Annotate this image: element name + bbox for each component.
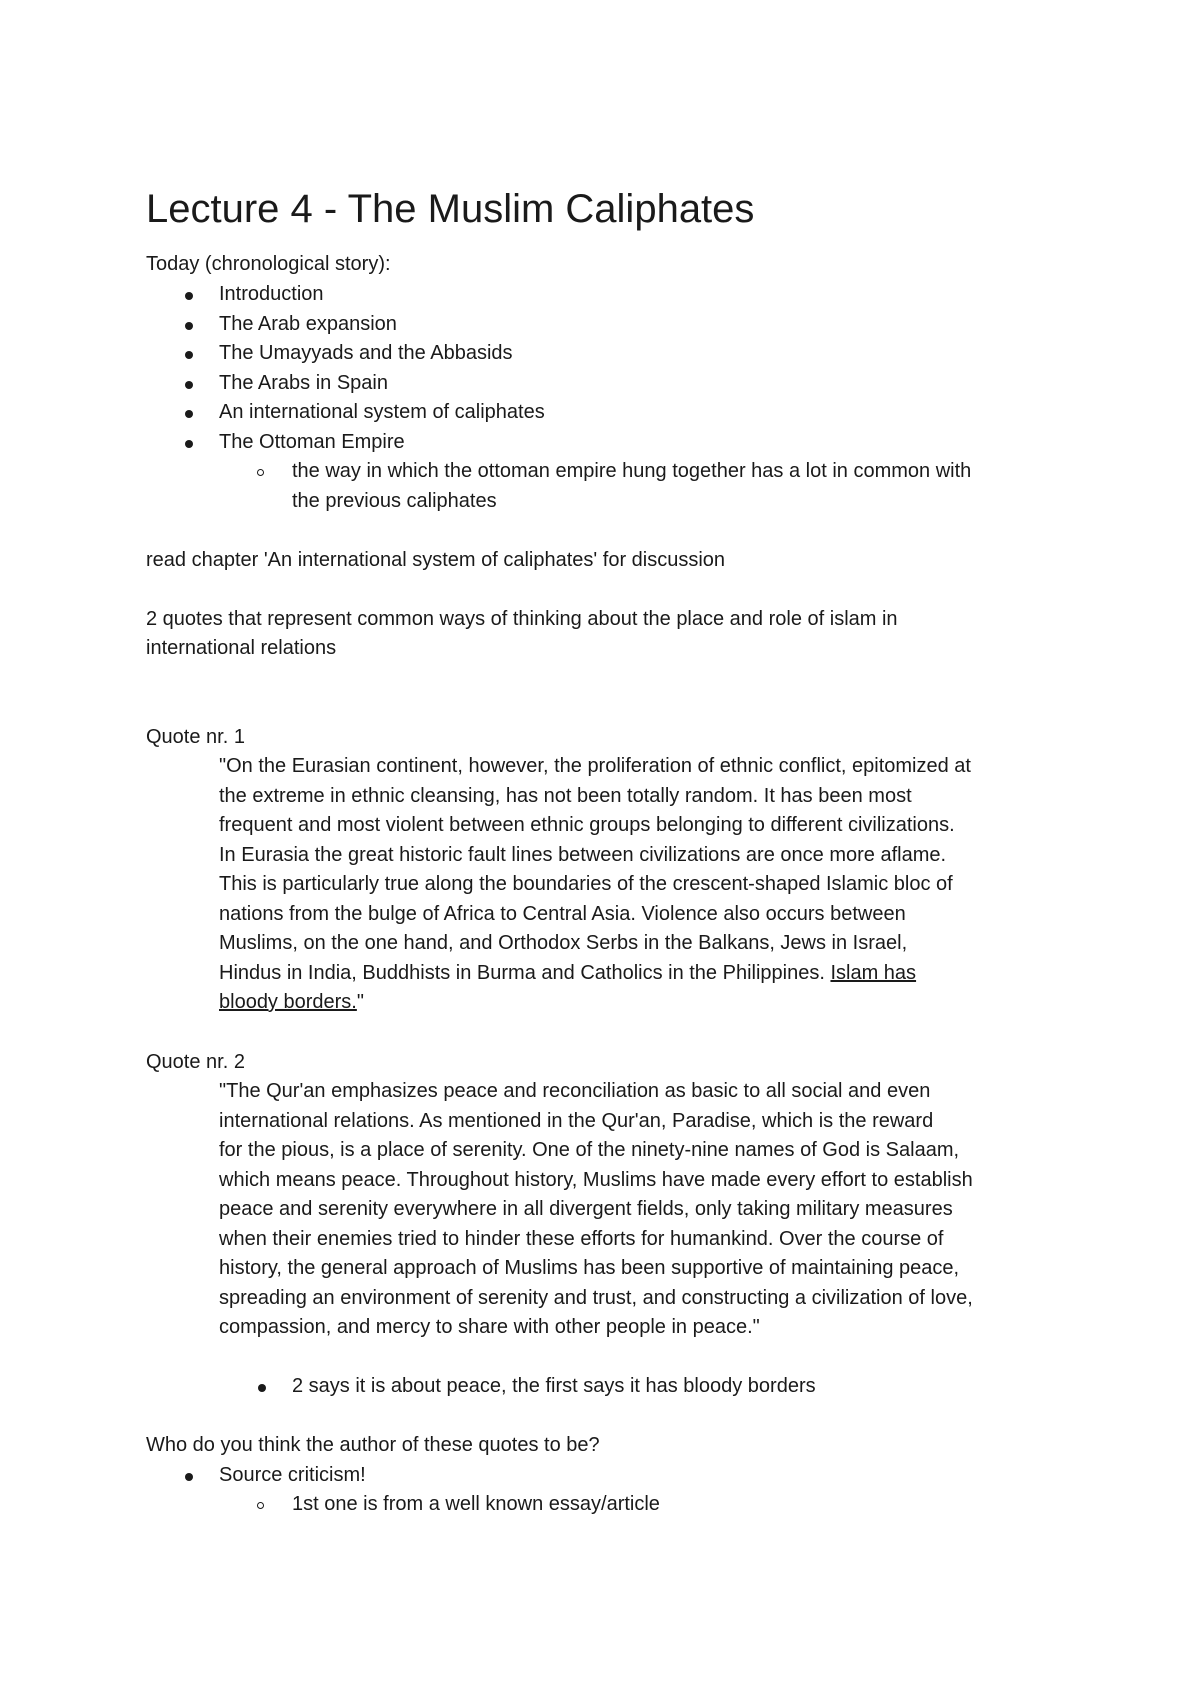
list-item: Source criticism! [219, 1464, 366, 1486]
bullet-icon [185, 351, 193, 359]
list-item: Introduction [219, 283, 324, 305]
quote-1-heading: Quote nr. 1 [146, 726, 245, 748]
sub-list-item: the way in which the ottoman empire hung together has a lot in common with [292, 460, 972, 482]
bullet-icon [258, 1384, 266, 1392]
list-item: An international system of caliphates [219, 401, 545, 423]
quote-line: peace and serenity everywhere in all divergent fields, only taking military measures [219, 1198, 953, 1220]
bullet-icon [185, 410, 193, 418]
quote-line: "The Qur'an emphasizes peace and reconciliation as basic to all social and even [219, 1080, 931, 1102]
quote-text: " [356, 991, 364, 1013]
quote-comparison-note: 2 says it is about peace, the first says it has bloody borders [292, 1375, 816, 1397]
quote-line [219, 959, 916, 989]
list-item: The Umayyads and the Abbasids [219, 342, 513, 364]
bullet-icon [185, 292, 193, 300]
circle-bullet-icon [257, 1502, 264, 1509]
quote-line [219, 988, 364, 1018]
list-item: The Arabs in Spain [219, 372, 388, 394]
quote-2-heading: Quote nr. 2 [146, 1051, 245, 1073]
underlined-phrase: Islam has [830, 962, 917, 984]
bullet-icon [185, 381, 193, 389]
page-title: Lecture 4 - The Muslim Caliphates [146, 187, 755, 231]
read-note: read chapter 'An international system of caliphates' for discussion [146, 549, 726, 571]
quote-line: compassion, and mercy to share with other people in peace." [219, 1316, 760, 1338]
bullet-icon [185, 1473, 193, 1481]
quote-line: Muslims, on the one hand, and Orthodox Serbs in the Balkans, Jews in Israel, [219, 932, 908, 954]
quote-line: "On the Eurasian continent, however, the proliferation of ethnic conflict, epitomized at [219, 755, 971, 777]
quote-line: spreading an environment of serenity and trust, and constructing a civilization of love, [219, 1287, 973, 1309]
quote-line: nations from the bulge of Africa to Central Asia. Violence also occurs between [219, 903, 906, 925]
quote-text: Hindus in India, Buddhists in Burma and Catholics in the Philippines. [219, 962, 831, 984]
quote-line: international relations. As mentioned in the Qur'an, Paradise, which is the reward [219, 1110, 934, 1132]
quotes-intro-line: 2 quotes that represent common ways of thinking about the place and role of islam in [146, 608, 898, 630]
list-item: The Arab expansion [219, 313, 397, 335]
sub-list-item-continued: the previous caliphates [292, 490, 497, 512]
sub-list-item: 1st one is from a well known essay/article [292, 1493, 660, 1515]
quote-line: which means peace. Throughout history, Muslims have made every effort to establish [219, 1169, 973, 1191]
underlined-phrase: bloody borders. [219, 991, 357, 1013]
bullet-icon [185, 440, 193, 448]
bullet-icon [185, 322, 193, 330]
quote-line: In Eurasia the great historic fault lines between civilizations are once more aflame. [219, 844, 947, 866]
circle-bullet-icon [257, 469, 264, 476]
quote-line: This is particularly true along the boundaries of the crescent-shaped Islamic bloc of [219, 873, 953, 895]
quote-line: frequent and most violent between ethnic groups belonging to different civilizations. [219, 814, 955, 836]
author-question: Who do you think the author of these quotes to be? [146, 1434, 600, 1456]
intro-text: Today (chronological story): [146, 253, 391, 275]
list-item: The Ottoman Empire [219, 431, 405, 453]
quote-line: the extreme in ethnic cleansing, has not been totally random. It has been most [219, 785, 912, 807]
quotes-intro-line: international relations [146, 637, 337, 659]
quote-line: for the pious, is a place of serenity. One of the ninety-nine names of God is Salaam, [219, 1139, 960, 1161]
quote-line: when their enemies tried to hinder these efforts for humankind. Over the course of [219, 1228, 944, 1250]
quote-line: history, the general approach of Muslims has been supportive of maintaining peace, [219, 1257, 960, 1279]
